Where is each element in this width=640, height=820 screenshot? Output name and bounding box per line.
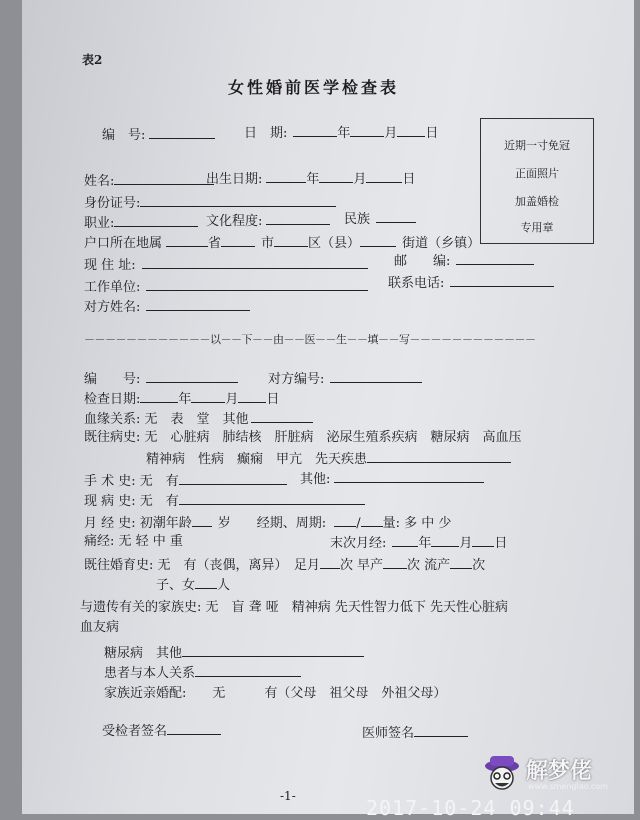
blood-relation-field xyxy=(84,410,313,428)
job-label: 职业: xyxy=(84,216,115,231)
workplace-field xyxy=(84,278,368,296)
past-history-line1: 既往病史: 无 心脏病 肺结核 肝脏病 泌尿生殖系疾病 糖尿病 高血压 xyxy=(84,430,522,445)
check-date-label: 检查日期: xyxy=(84,392,141,407)
check-date-field: 检查日期: 年 月 日 xyxy=(84,392,280,407)
site-url: www.smenglao.com xyxy=(528,782,608,791)
doctor-number-label: 编 号: xyxy=(84,372,141,387)
number-label: 编 号: xyxy=(102,128,146,143)
doctor-signature-field: 医师签名 xyxy=(362,724,468,742)
patient-signature-field: 受检者签名 xyxy=(102,722,221,740)
photo-box-line: 正面照片 xyxy=(515,167,559,180)
address-field xyxy=(84,256,368,274)
hukou-label: 户口所在地属 xyxy=(84,236,163,251)
hukou-field: 户口所在地属 省 市 区（县） 街道（乡镇） xyxy=(84,236,481,251)
partner-name-label: 对方姓名: xyxy=(84,300,141,315)
current-illness-field xyxy=(84,492,365,510)
id-field xyxy=(84,194,336,212)
postcode-field xyxy=(394,252,534,270)
address-label: 现 住 址: xyxy=(84,258,136,273)
photo-box-line: 专用章 xyxy=(520,221,554,234)
ethnic-label: 民族 xyxy=(344,212,371,227)
job-field xyxy=(84,214,198,232)
family-history-line1: 与遗传有关的家族史: 无 盲 聋 哑 精神病 先天性智力低下 先天性心脏病 xyxy=(80,600,509,615)
consanguinity-field: 家族近亲婚配: 无 有（父母 祖父母 外祖父母） xyxy=(104,686,447,701)
last-menstrual-label: 末次月经: xyxy=(330,536,387,551)
site-watermark xyxy=(482,750,632,800)
last-menstrual-field: 末次月经: 年 月 日 xyxy=(330,536,508,551)
birth-field: 出生日期: 年 月 日 xyxy=(206,172,416,187)
workplace-label: 工作单位: xyxy=(84,280,141,295)
mascot-icon xyxy=(482,750,522,794)
photo-timestamp: 2017-10-24 09:44 xyxy=(366,796,575,820)
table-tag: 表2 xyxy=(82,53,103,67)
ethnic-field xyxy=(344,210,416,228)
photo-box xyxy=(480,118,594,244)
children-field: 子、女 人 xyxy=(156,578,231,593)
partner-name-field xyxy=(84,298,250,316)
phone-label: 联系电话: xyxy=(388,276,445,291)
marriage-history-field: 既往婚育史: 无 有（丧偶，离异） 足月 次 早产 次 流产 次 xyxy=(84,558,486,573)
education-label: 文化程度: xyxy=(206,214,263,229)
birth-label: 出生日期: xyxy=(206,172,263,187)
date-label: 日 期: xyxy=(244,126,288,141)
number-field xyxy=(102,126,215,144)
exam-form-page xyxy=(22,0,634,814)
blood-relation-label: 血缘关系: 无 表 堂 其他 xyxy=(84,412,249,427)
diabetes-other-field: 糖尿病 其他 xyxy=(104,644,364,662)
family-history-line2: 血友病 xyxy=(80,620,120,635)
relation-field: 患者与本人关系 xyxy=(104,664,301,682)
partner-number-field xyxy=(268,370,422,388)
surgery-label: 手 术 史: 无 有 xyxy=(84,474,179,489)
postcode-label: 邮 编: xyxy=(394,254,451,269)
surgery-field xyxy=(84,472,287,490)
past-history-line2: 精神病 性病 癫痫 甲亢 先天疾患 xyxy=(146,450,511,468)
photo-box-line: 加盖婚检 xyxy=(515,195,559,208)
name-field xyxy=(84,172,214,190)
site-name: 解梦佬 xyxy=(526,759,593,784)
phone-field xyxy=(388,274,554,292)
id-label: 身份证号: xyxy=(84,196,141,211)
current-illness-label: 现 病 史: 无 有 xyxy=(84,494,179,509)
surgery-other-field xyxy=(300,470,484,488)
partner-number-label: 对方编号: xyxy=(268,372,325,387)
dysmenorrhea-field: 痛经: 无 轻 中 重 xyxy=(84,534,183,549)
doctor-section-divider: －－－－－－－－－－－－以－－下－－由－－医－－生－－填－－写－－－－－－－－－－－－ xyxy=(84,333,536,346)
name-label: 姓名: xyxy=(84,174,115,189)
form-title: 女性婚前医学检查表 xyxy=(228,78,400,97)
education-field xyxy=(206,212,330,230)
photo-box-line: 近期一寸免冠 xyxy=(504,139,570,152)
page-number: -1- xyxy=(280,789,296,803)
menstrual-history-field: 月 经 史: 初潮年龄 岁 经期、周期: / 量: 多 中 少 xyxy=(84,516,452,531)
date-field: 日 期: 年 月 日 xyxy=(244,126,439,141)
doctor-number-field xyxy=(84,370,238,388)
surgery-other-label: 其他: xyxy=(300,472,331,487)
